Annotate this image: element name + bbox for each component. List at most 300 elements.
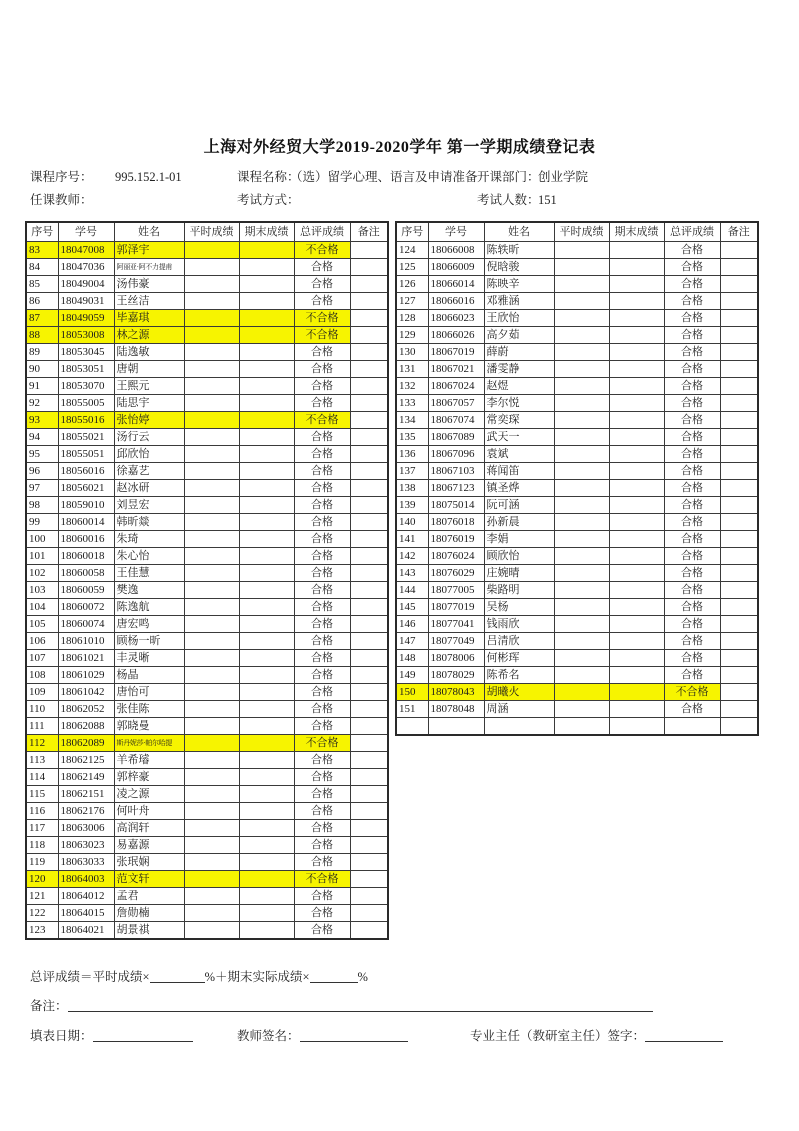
student-id-cell: 18047036 — [58, 259, 114, 276]
regular-grade-cell — [554, 327, 609, 344]
final-grade-cell — [239, 259, 294, 276]
remark-cell — [350, 633, 388, 650]
department-label: 开课部门： — [477, 170, 540, 184]
student-id-cell: 18076029 — [428, 565, 484, 582]
final-grade-cell — [609, 395, 664, 412]
student-id-cell: 18061042 — [58, 684, 114, 701]
table-row — [396, 497, 758, 514]
name-cell: 高夕茹 — [484, 327, 554, 344]
final-grade-cell — [239, 548, 294, 565]
table-row — [26, 650, 388, 667]
col-header-remark: 备注 — [350, 222, 388, 242]
no-cell: 116 — [26, 803, 58, 820]
student-id-cell: 18067089 — [428, 429, 484, 446]
final-grade-cell — [239, 344, 294, 361]
name-cell: 丰灵晰 — [114, 650, 184, 667]
remark-cell — [350, 514, 388, 531]
overall-grade-cell: 合格 — [664, 412, 720, 429]
final-grade-cell — [239, 531, 294, 548]
student-id-cell: 18067103 — [428, 463, 484, 480]
name-cell: 陈逸航 — [114, 599, 184, 616]
no-cell: 149 — [396, 667, 428, 684]
table-row — [26, 480, 388, 497]
regular-grade-cell — [554, 650, 609, 667]
no-cell: 104 — [26, 599, 58, 616]
no-cell: 133 — [396, 395, 428, 412]
remark-cell — [720, 582, 758, 599]
final-grade-cell — [609, 463, 664, 480]
final-grade-cell — [609, 701, 664, 718]
regular-grade-cell — [184, 633, 239, 650]
final-grade-cell — [609, 667, 664, 684]
name-cell: 阮可涵 — [484, 497, 554, 514]
no-cell: 145 — [396, 599, 428, 616]
col-header-regular-grade: 平时成绩 — [554, 222, 609, 242]
regular-grade-cell — [184, 412, 239, 429]
name-cell: 吕清欣 — [484, 633, 554, 650]
formula-prefix: 总评成绩＝平时成绩× — [30, 970, 150, 984]
student-id-cell: 18062176 — [58, 803, 114, 820]
table-row — [396, 310, 758, 327]
remark-cell — [720, 344, 758, 361]
table-row — [26, 854, 388, 871]
department-value: 创业学院 — [538, 170, 589, 184]
overall-grade-cell: 合格 — [294, 259, 350, 276]
teacher-sign-blank — [300, 1028, 408, 1042]
empty-cell — [609, 718, 664, 736]
remark-cell — [350, 531, 388, 548]
final-grade-cell — [609, 242, 664, 259]
table-row — [26, 344, 388, 361]
regular-grade-cell — [184, 803, 239, 820]
name-cell: 孟君 — [114, 888, 184, 905]
regular-grade-cell — [184, 735, 239, 752]
name-cell: 武天一 — [484, 429, 554, 446]
overall-grade-cell: 合格 — [294, 701, 350, 718]
no-cell: 122 — [26, 905, 58, 922]
regular-grade-cell — [184, 820, 239, 837]
final-grade-cell — [239, 667, 294, 684]
no-cell: 144 — [396, 582, 428, 599]
name-cell: 何彬珲 — [484, 650, 554, 667]
student-id-cell: 18055021 — [58, 429, 114, 446]
empty-cell — [428, 718, 484, 736]
table-row — [396, 259, 758, 276]
regular-grade-cell — [554, 293, 609, 310]
no-cell: 147 — [396, 633, 428, 650]
name-cell: 韩昕燚 — [114, 514, 184, 531]
no-cell: 137 — [396, 463, 428, 480]
no-cell: 91 — [26, 378, 58, 395]
regular-grade-cell — [184, 650, 239, 667]
no-cell: 114 — [26, 769, 58, 786]
remark-cell — [350, 803, 388, 820]
student-id-cell: 18060059 — [58, 582, 114, 599]
overall-grade-cell: 不合格 — [294, 735, 350, 752]
header-row — [396, 222, 758, 242]
final-grade-cell — [239, 837, 294, 854]
remark-cell — [720, 293, 758, 310]
no-cell: 102 — [26, 565, 58, 582]
no-cell: 150 — [396, 684, 428, 701]
name-cell: 阿丽亚·阿不力提甫 — [114, 259, 184, 276]
student-id-cell: 18067123 — [428, 480, 484, 497]
overall-grade-cell: 合格 — [664, 565, 720, 582]
col-header-name: 姓名 — [484, 222, 554, 242]
remark-cell — [350, 259, 388, 276]
remark-cell — [350, 871, 388, 888]
table-row — [26, 242, 388, 259]
student-id-cell: 18055016 — [58, 412, 114, 429]
name-cell: 郭晓曼 — [114, 718, 184, 735]
no-cell: 148 — [396, 650, 428, 667]
no-cell: 123 — [26, 922, 58, 940]
name-cell: 唐朝 — [114, 361, 184, 378]
regular-grade-cell — [184, 854, 239, 871]
remark-cell — [350, 684, 388, 701]
regular-grade-cell — [184, 616, 239, 633]
no-cell: 143 — [396, 565, 428, 582]
col-header-remark: 备注 — [720, 222, 758, 242]
name-cell: 张佳陈 — [114, 701, 184, 718]
regular-grade-cell — [184, 276, 239, 293]
table-row — [26, 769, 388, 786]
remark-cell — [350, 412, 388, 429]
regular-grade-cell — [184, 514, 239, 531]
final-grade-cell — [239, 871, 294, 888]
name-cell: 李娟 — [484, 531, 554, 548]
overall-grade-cell: 合格 — [664, 327, 720, 344]
no-cell: 121 — [26, 888, 58, 905]
name-cell: 袁斌 — [484, 446, 554, 463]
remark-cell — [720, 701, 758, 718]
final-grade-cell — [239, 752, 294, 769]
table-row — [396, 684, 758, 701]
formula-suffix: % — [357, 970, 368, 984]
final-grade-cell — [239, 446, 294, 463]
student-id-cell: 18067096 — [428, 446, 484, 463]
name-cell: 刘昱宏 — [114, 497, 184, 514]
overall-grade-cell: 合格 — [664, 293, 720, 310]
remark-cell — [350, 327, 388, 344]
final-grade-cell — [239, 599, 294, 616]
student-id-cell: 18077049 — [428, 633, 484, 650]
final-grade-cell — [609, 327, 664, 344]
student-id-cell: 18062089 — [58, 735, 114, 752]
overall-grade-cell: 合格 — [664, 242, 720, 259]
regular-grade-cell — [184, 718, 239, 735]
regular-grade-cell — [554, 582, 609, 599]
col-header-final-grade: 期末成绩 — [239, 222, 294, 242]
overall-grade-formula — [30, 967, 799, 987]
grade-tables — [0, 221, 799, 940]
col-header-student-id: 学号 — [58, 222, 114, 242]
overall-grade-cell: 合格 — [294, 531, 350, 548]
final-grade-cell — [239, 922, 294, 940]
regular-grade-cell — [554, 684, 609, 701]
table-row — [396, 327, 758, 344]
name-cell: 徐嘉艺 — [114, 463, 184, 480]
student-id-cell: 18055051 — [58, 446, 114, 463]
overall-grade-cell: 合格 — [664, 531, 720, 548]
regular-grade-cell — [554, 361, 609, 378]
director-sign-blank — [645, 1028, 723, 1042]
no-cell: 99 — [26, 514, 58, 531]
regular-grade-cell — [184, 293, 239, 310]
table-row-empty — [396, 718, 758, 736]
no-cell: 141 — [396, 531, 428, 548]
final-grade-cell — [239, 684, 294, 701]
name-cell: 詹勋楠 — [114, 905, 184, 922]
student-id-cell: 18076024 — [428, 548, 484, 565]
regular-grade-cell — [184, 361, 239, 378]
exam-count-value: 151 — [538, 193, 557, 207]
no-cell: 129 — [396, 327, 428, 344]
overall-grade-cell: 合格 — [294, 786, 350, 803]
name-cell: 羊希璿 — [114, 752, 184, 769]
overall-grade-cell: 合格 — [294, 888, 350, 905]
empty-cell — [554, 718, 609, 736]
final-grade-cell — [609, 633, 664, 650]
overall-grade-cell: 合格 — [664, 395, 720, 412]
final-grade-cell — [609, 684, 664, 701]
no-cell: 90 — [26, 361, 58, 378]
regular-grade-cell — [184, 684, 239, 701]
no-cell: 146 — [396, 616, 428, 633]
student-id-cell: 18061010 — [58, 633, 114, 650]
name-cell: 倪晗骏 — [484, 259, 554, 276]
course-no-value: 995.152.1-01 — [115, 170, 182, 184]
overall-grade-cell: 合格 — [294, 514, 350, 531]
exam-method-label: 考试方式： — [237, 193, 300, 207]
no-cell: 100 — [26, 531, 58, 548]
remark-cell — [350, 565, 388, 582]
remark-cell — [350, 735, 388, 752]
overall-grade-cell: 合格 — [294, 582, 350, 599]
remark-cell — [350, 310, 388, 327]
student-id-cell: 18064015 — [58, 905, 114, 922]
regular-grade-cell — [554, 616, 609, 633]
name-cell: 孙新晨 — [484, 514, 554, 531]
student-id-cell: 18067024 — [428, 378, 484, 395]
remark-cell — [350, 650, 388, 667]
grade-table-left — [25, 221, 389, 940]
overall-grade-cell: 合格 — [294, 378, 350, 395]
name-cell: 汤伟豪 — [114, 276, 184, 293]
remark-cell — [720, 361, 758, 378]
final-grade-cell — [239, 327, 294, 344]
name-cell: 樊逸 — [114, 582, 184, 599]
table-row — [396, 480, 758, 497]
col-header-name: 姓名 — [114, 222, 184, 242]
remark-cell — [720, 259, 758, 276]
regular-grade-cell — [554, 497, 609, 514]
overall-grade-cell: 合格 — [294, 820, 350, 837]
regular-grade-cell — [184, 752, 239, 769]
table-row — [396, 361, 758, 378]
final-grade-cell — [239, 310, 294, 327]
remark-cell — [350, 361, 388, 378]
no-cell: 113 — [26, 752, 58, 769]
regular-grade-cell — [554, 514, 609, 531]
remark-cell — [720, 310, 758, 327]
remark-cell — [720, 599, 758, 616]
student-id-cell: 18077019 — [428, 599, 484, 616]
remark-cell — [350, 582, 388, 599]
student-id-cell: 18049059 — [58, 310, 114, 327]
student-id-cell: 18063006 — [58, 820, 114, 837]
remarks-blank — [68, 998, 653, 1012]
course-meta — [0, 166, 799, 212]
regular-grade-cell — [184, 395, 239, 412]
name-cell: 唐怡可 — [114, 684, 184, 701]
overall-grade-cell: 合格 — [664, 259, 720, 276]
table-row — [26, 752, 388, 769]
table-row — [396, 548, 758, 565]
name-cell: 范文轩 — [114, 871, 184, 888]
regular-grade-cell — [554, 480, 609, 497]
table-row — [396, 446, 758, 463]
table-row — [396, 395, 758, 412]
table-row — [26, 684, 388, 701]
fill-date-blank — [93, 1028, 193, 1042]
overall-grade-cell: 合格 — [294, 667, 350, 684]
name-cell: 邓雅涵 — [484, 293, 554, 310]
overall-grade-cell: 合格 — [294, 769, 350, 786]
name-cell: 易嘉源 — [114, 837, 184, 854]
name-cell: 镇圣烨 — [484, 480, 554, 497]
final-grade-cell — [609, 565, 664, 582]
regular-grade-cell — [554, 531, 609, 548]
overall-grade-cell: 不合格 — [294, 871, 350, 888]
grade-table-right — [395, 221, 759, 736]
student-id-cell: 18066023 — [428, 310, 484, 327]
overall-grade-cell: 合格 — [294, 361, 350, 378]
overall-grade-cell: 合格 — [294, 429, 350, 446]
no-cell: 130 — [396, 344, 428, 361]
remark-cell — [350, 837, 388, 854]
student-id-cell: 18053008 — [58, 327, 114, 344]
remark-cell — [720, 633, 758, 650]
table-row — [396, 378, 758, 395]
student-id-cell: 18064003 — [58, 871, 114, 888]
overall-grade-cell: 合格 — [294, 293, 350, 310]
regular-grade-cell — [184, 548, 239, 565]
overall-grade-cell: 不合格 — [294, 412, 350, 429]
teacher-sign-label: 教师签名： — [237, 1029, 300, 1043]
name-cell: 王欣怡 — [484, 310, 554, 327]
overall-grade-cell: 合格 — [664, 548, 720, 565]
remark-cell — [720, 616, 758, 633]
final-grade-cell — [609, 514, 664, 531]
regular-grade-cell — [554, 701, 609, 718]
name-cell: 蒋闻笛 — [484, 463, 554, 480]
no-cell: 101 — [26, 548, 58, 565]
remark-cell — [350, 718, 388, 735]
name-cell: 朱心怡 — [114, 548, 184, 565]
table-row — [26, 735, 388, 752]
overall-grade-cell: 不合格 — [664, 684, 720, 701]
overall-grade-cell: 合格 — [294, 480, 350, 497]
remark-cell — [720, 684, 758, 701]
regular-grade-cell — [184, 922, 239, 940]
no-cell: 83 — [26, 242, 58, 259]
remarks-label: 备注： — [30, 999, 68, 1013]
remark-cell — [350, 548, 388, 565]
overall-grade-cell: 不合格 — [294, 310, 350, 327]
name-cell: 周涵 — [484, 701, 554, 718]
regular-grade-cell — [184, 582, 239, 599]
final-grade-cell — [609, 293, 664, 310]
final-grade-cell — [239, 412, 294, 429]
student-id-cell: 18078048 — [428, 701, 484, 718]
table-row — [26, 395, 388, 412]
final-weight-blank — [310, 969, 358, 983]
no-cell: 139 — [396, 497, 428, 514]
student-id-cell: 18056021 — [58, 480, 114, 497]
student-id-cell: 18067074 — [428, 412, 484, 429]
overall-grade-cell: 合格 — [294, 548, 350, 565]
table-row — [26, 582, 388, 599]
table-row — [26, 803, 388, 820]
name-cell: 何叶舟 — [114, 803, 184, 820]
regular-weight-blank — [150, 969, 205, 983]
student-id-cell: 18060074 — [58, 616, 114, 633]
student-id-cell: 18077005 — [428, 582, 484, 599]
overall-grade-cell: 合格 — [664, 701, 720, 718]
table-row — [396, 412, 758, 429]
name-cell: 顾杨一昕 — [114, 633, 184, 650]
name-cell: 汤行云 — [114, 429, 184, 446]
overall-grade-cell: 合格 — [294, 565, 350, 582]
regular-grade-cell — [554, 548, 609, 565]
regular-grade-cell — [554, 599, 609, 616]
regular-grade-cell — [554, 667, 609, 684]
remark-cell — [350, 888, 388, 905]
regular-grade-cell — [184, 327, 239, 344]
no-cell: 85 — [26, 276, 58, 293]
student-id-cell: 18075014 — [428, 497, 484, 514]
final-grade-cell — [239, 905, 294, 922]
table-row — [26, 446, 388, 463]
name-cell: 柴路明 — [484, 582, 554, 599]
remark-cell — [720, 565, 758, 582]
final-grade-cell — [239, 429, 294, 446]
overall-grade-cell: 合格 — [294, 616, 350, 633]
final-grade-cell — [239, 293, 294, 310]
name-cell: 陆逸敏 — [114, 344, 184, 361]
final-grade-cell — [239, 854, 294, 871]
table-row — [26, 548, 388, 565]
no-cell: 107 — [26, 650, 58, 667]
table-row — [26, 276, 388, 293]
table-row — [396, 701, 758, 718]
name-cell: 郭梓豪 — [114, 769, 184, 786]
table-row — [26, 429, 388, 446]
regular-grade-cell — [184, 769, 239, 786]
final-grade-cell — [239, 582, 294, 599]
student-id-cell: 18063023 — [58, 837, 114, 854]
table-row — [396, 276, 758, 293]
no-cell: 98 — [26, 497, 58, 514]
remark-cell — [720, 395, 758, 412]
overall-grade-cell: 合格 — [664, 633, 720, 650]
student-id-cell: 18059010 — [58, 497, 114, 514]
table-row — [396, 565, 758, 582]
table-row — [26, 463, 388, 480]
final-grade-cell — [609, 429, 664, 446]
final-grade-cell — [239, 497, 294, 514]
